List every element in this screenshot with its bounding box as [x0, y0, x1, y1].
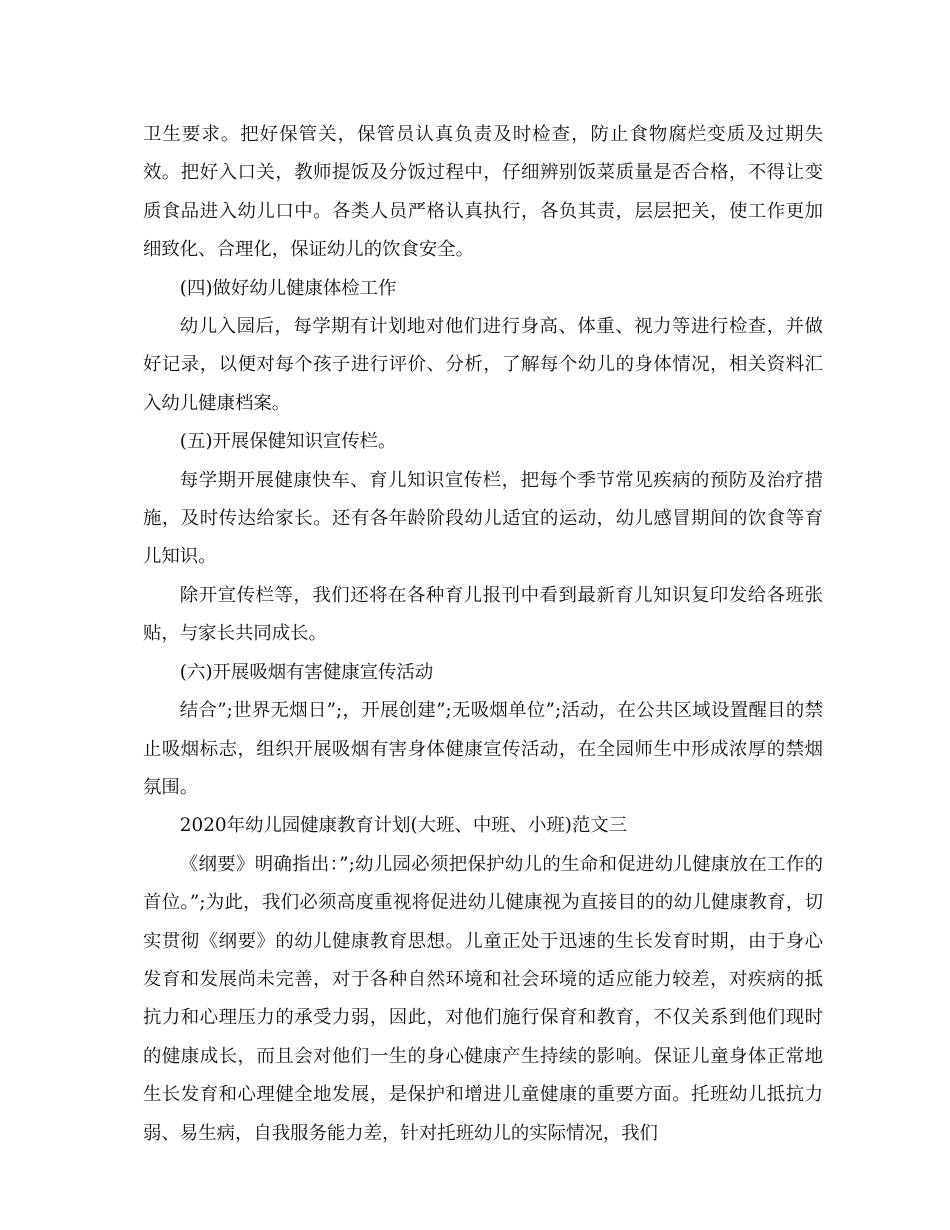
section-title-sample-three: 2020年幼儿园健康教育计划(大班、中班、小班)范文三: [179, 815, 628, 837]
document-body: [143, 116, 823, 1153]
heading-health-checkup: (四)做好幼儿健康体检工作: [179, 277, 397, 299]
paragraph-food-safety-continued: 卫生要求。把好保管关，保管员认真负责及时检查，防止食物腐烂变质及过期失效。把好入口关，教师提饭及分饭过程中，仔细辨别饭菜质量是否合格，不得让变质食品进入幼儿口中。各类人员严格认真执行，各负其责，层层把关，使工作更加细致化、合理化，保证幼儿的饮食安全。: [143, 124, 823, 261]
paragraph-sample-three: 《纲要》明确指出：”;幼儿园必须把保护幼儿的生命和促进幼儿健康放在工作的首位。”;为此，我们必须高度重视将促进幼儿健康视为直接目的的幼儿健康教育，切实贯彻《纲要》的幼儿健康教育思想。儿童正处于迅速的生长发育时期，由于身心发育和发展尚未完善，对于各种自然环境和社会环境的适应能力较差，对疾病的抵抗力和心理压力的承受力弱，因此，对他们施行保育和教育，不仅关系到他们现时的健康成长，而且会对他们一生的身心健康产生持续的影响。保证儿童身体正常地生长发育和心理健全地发展，是保护和增进儿童健康的重要方面。托班幼儿抵抗力弱、易生病，自我服务能力差，针对托班幼儿的实际情况，我们: [143, 853, 823, 1144]
paragraph-no-smoking: 结合”;世界无烟日”;，开展创建”;无吸烟单位”;活动，在公共区域设置醒目的禁止吸烟标志，组织开展吸烟有害身体健康宣传活动，在全园师生中形成浓厚的禁烟氛围。: [143, 700, 823, 798]
heading-knowledge-board: (五)开展保健知识宣传栏。: [179, 431, 397, 453]
paragraph-knowledge-board-extra: 除开宣传栏等，我们还将在各种育儿报刊中看到最新育儿知识复印发给各班张贴，与家长共同成长。: [143, 584, 823, 645]
heading-no-smoking: (六)开展吸烟有害健康宣传活动: [179, 661, 434, 683]
paragraph-health-checkup: 幼儿入园后，每学期有计划地对他们进行身高、体重、视力等进行检查，并做好记录，以便对每个孩子进行评价、分析，了解每个幼儿的身体情况，相关资料汇入幼儿健康档案。: [143, 316, 823, 414]
paragraph-knowledge-board: 每学期开展健康快车、育儿知识宣传栏，把每个季节常见疾病的预防及治疗措施，及时传达给家长。还有各年龄阶段幼儿适宜的运动，幼儿感冒期间的饮食等育儿知识。: [143, 469, 823, 568]
